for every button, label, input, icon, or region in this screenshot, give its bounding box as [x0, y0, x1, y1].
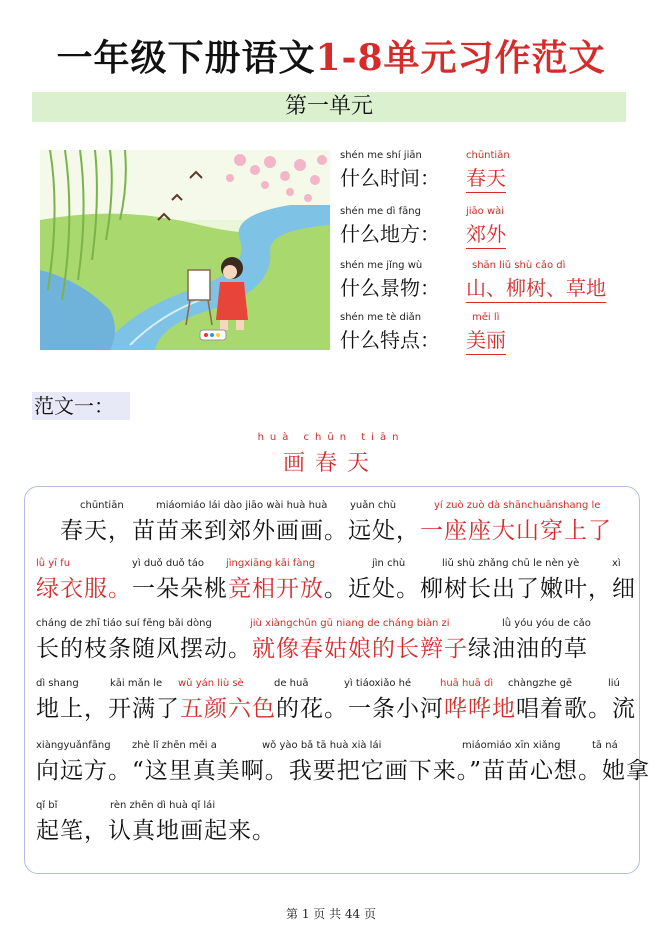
- pinyin-group: zhè lǐ zhēn měi a: [132, 740, 217, 751]
- essay-line-text: [36, 570, 636, 603]
- pinyin-group: yí zuò zuò dà shānchuānshang le: [434, 500, 601, 511]
- pinyin-group: kāi mǎn le: [110, 678, 163, 689]
- text-segment: 一朵朵桃: [132, 576, 228, 602]
- question-pinyin: shén me dì fāng: [340, 206, 421, 217]
- pinyin-group: tā ná: [592, 740, 618, 751]
- pinyin-group: de huā: [274, 678, 309, 689]
- text-segment: 长的枝条随风摆动。: [36, 636, 252, 662]
- essay-line-text: [36, 512, 636, 545]
- text-segment: 向远方。“这里真美啊。我要把它画下来。”苗苗心想。她拿: [36, 758, 651, 784]
- essay-line: [36, 558, 636, 608]
- answer-value: 美丽: [466, 324, 506, 355]
- highlighted-phrase: 竞相开放: [228, 576, 324, 602]
- title-black: 一年级下册语文: [56, 37, 316, 79]
- essay-line-text: [36, 690, 636, 723]
- question-label: 什么地方：: [340, 222, 440, 246]
- answer-value: 山、柳树、草地: [466, 272, 606, 303]
- unit-heading: 第一单元: [32, 92, 626, 122]
- essay-line-text: [36, 630, 636, 663]
- pinyin-group: lǜ yī fu: [36, 558, 71, 569]
- essay-line: [36, 618, 636, 668]
- text-segment: 的花。一条小河: [276, 696, 444, 722]
- pinyin-group: liú: [608, 678, 620, 689]
- spring-scene-image: [40, 150, 330, 350]
- answer-value: 春天: [466, 162, 506, 193]
- pinyin-group: huā huā dì: [440, 678, 494, 689]
- pinyin-group: yuǎn chù: [350, 500, 397, 511]
- text-segment: 。近处。柳树长出了嫩叶，细: [324, 576, 636, 602]
- page-footer: 第 1 页 共 44 页: [286, 907, 376, 921]
- pinyin-group: liǔ shù zhǎng chū le nèn yè: [442, 558, 580, 569]
- pinyin-group: dì shang: [36, 678, 79, 689]
- question-pinyin: shén me jǐng wù: [340, 260, 423, 271]
- question-pinyin: shén me shí jiān: [340, 150, 422, 161]
- highlighted-phrase: 绿衣服。: [36, 576, 132, 602]
- answer-pinyin: měi lì: [472, 312, 500, 323]
- pinyin-group: chàngzhe gē: [508, 678, 573, 689]
- qa-row-time: [338, 148, 648, 198]
- pinyin-group: chūntiān: [80, 500, 124, 511]
- qa-row-place: [338, 204, 648, 254]
- pinyin-group: wǔ yán liù sè: [178, 678, 244, 689]
- highlighted-phrase: 五颜六色: [180, 696, 276, 722]
- answer-pinyin: chūntiān: [466, 150, 510, 161]
- essay-line: [36, 740, 651, 790]
- pinyin-group: miáomiáo xīn xiǎng: [462, 740, 561, 751]
- pinyin-group: wǒ yào bǎ tā huà xià lái: [262, 740, 382, 751]
- essay-line-text: [36, 752, 651, 785]
- answer-pinyin: shān liǔ shù cǎo dì: [472, 260, 566, 271]
- pinyin-group: rèn zhēn dì huà qǐ lái: [110, 800, 216, 811]
- essay-line-text: [36, 812, 636, 845]
- question-pinyin: shén me tè diǎn: [340, 312, 422, 323]
- question-label: 什么特点：: [340, 328, 440, 352]
- text-segment: 春天，苗苗来到郊外画画。远处，: [36, 518, 420, 544]
- essay-title: 画春天: [282, 451, 379, 476]
- pinyin-group: yì duǒ duǒ táo: [132, 558, 205, 569]
- qa-block: [338, 148, 648, 358]
- pinyin-group: cháng de zhī tiáo suí fēng bǎi dòng: [36, 618, 212, 629]
- question-label: 什么时间：: [340, 166, 440, 190]
- title-red: 1-8单元习作范文: [315, 37, 606, 79]
- essay-line: [36, 500, 636, 550]
- text-segment: 起笔，认真地画起来。: [36, 818, 276, 844]
- page-title: [0, 30, 662, 81]
- qa-row-scenery: [338, 258, 648, 308]
- question-label: 什么景物：: [340, 276, 440, 300]
- highlighted-phrase: 哗哗地: [444, 696, 516, 722]
- essay-line: [36, 800, 636, 850]
- pinyin-group: miáomiáo lái dào jiāo wài huà huà: [156, 500, 328, 511]
- pinyin-group: qǐ bǐ: [36, 800, 58, 811]
- pinyin-group: yì tiáoxiǎo hé: [344, 678, 412, 689]
- pinyin-group: jiù xiàngchūn gū niang de cháng biàn zi: [250, 618, 450, 629]
- text-segment: 绿油油的草: [468, 636, 588, 662]
- pinyin-group: lǜ yóu yóu de cǎo: [502, 618, 591, 629]
- answer-value: 郊外: [466, 218, 506, 249]
- highlighted-phrase: 一座座大山穿上了: [420, 518, 612, 544]
- pinyin-group: jìngxiāng kāi fàng: [226, 558, 316, 569]
- text-segment: 地上，开满了: [36, 696, 180, 722]
- answer-pinyin: jiāo wài: [466, 206, 505, 217]
- spring-illustration: [40, 150, 330, 350]
- pinyin-group: jìn chù: [372, 558, 406, 569]
- pinyin-group: xì: [612, 558, 621, 569]
- text-segment: 唱着歌。流: [516, 696, 636, 722]
- highlighted-phrase: 就像春姑娘的长辫子: [252, 636, 468, 662]
- qa-row-feature: [338, 310, 648, 360]
- essay-title-pinyin: huà chūn tiān: [257, 432, 405, 443]
- pinyin-group: xiàngyuǎnfāng: [36, 740, 111, 751]
- example-label: 范文一：: [32, 392, 130, 420]
- essay-line: [36, 678, 636, 728]
